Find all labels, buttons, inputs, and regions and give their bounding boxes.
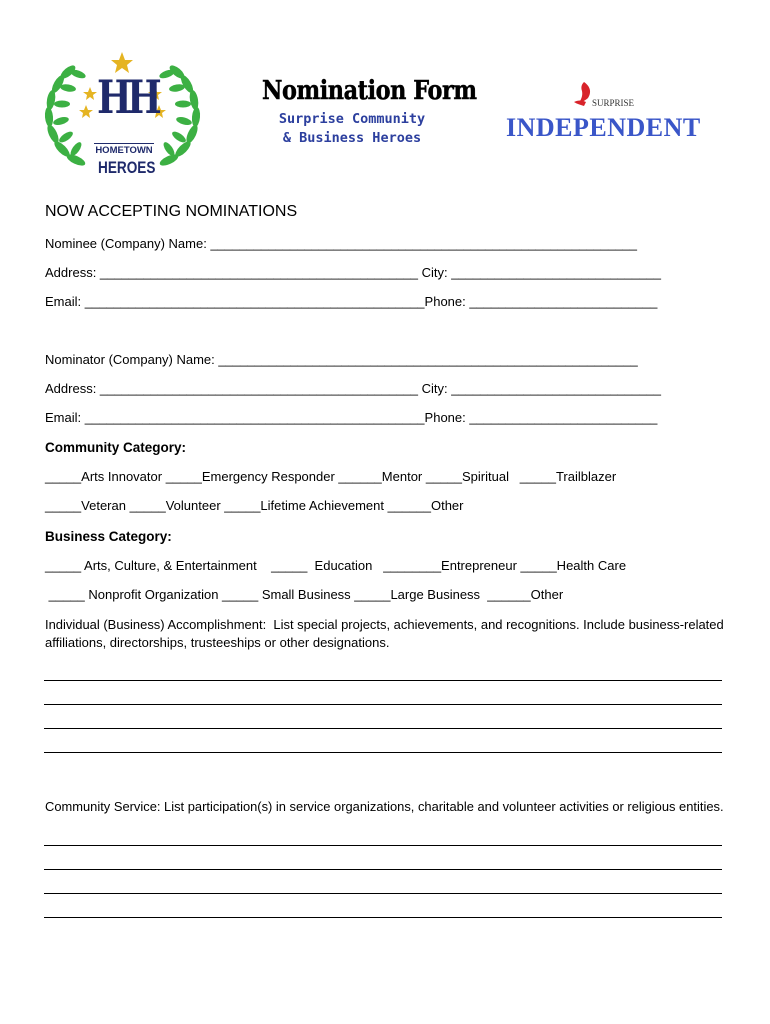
accomplishment-prompt-line2: affiliations, directorships, trusteeships or other designations. xyxy=(45,635,390,650)
section-heading: NOW ACCEPTING NOMINATIONS xyxy=(45,203,298,220)
nominee-address-field[interactable]: Address: ____________________________________________ City: _____________________________ xyxy=(45,265,661,280)
accomplishment-answer-line[interactable] xyxy=(44,752,722,753)
community-service-answer-line[interactable] xyxy=(44,893,722,894)
community-service-prompt: Community Service: List participation(s) in service organizations, charitable and volunteer activities or religious entities. xyxy=(45,799,724,814)
hometown-banner: HOMETOWN xyxy=(95,145,153,156)
community-category-options-1[interactable]: _____Arts Innovator _____Emergency Responder ______Mentor _____Spiritual _____Trailblazer xyxy=(45,469,617,484)
nominee-name-field[interactable]: Nominee (Company) Name: ___________________________________________________________ xyxy=(45,236,638,251)
business-category-label: Business Category: xyxy=(45,529,172,544)
page-title: Nomination Form xyxy=(262,76,477,106)
community-service-answer-line[interactable] xyxy=(44,845,722,846)
community-category-label: Community Category: xyxy=(45,440,187,455)
community-service-answer-line[interactable] xyxy=(44,917,722,918)
accomplishment-prompt-line1: Individual (Business) Accomplishment: List special projects, achievements, and recognitions. Include business-related xyxy=(45,617,724,632)
hometown-heroes-logo xyxy=(40,50,205,185)
community-category-options-2[interactable]: _____Veteran _____Volunteer _____Lifetime Achievement ______Other xyxy=(45,498,464,513)
nominator-name-field[interactable]: Nominator (Company) Name: __________________________________________________________ xyxy=(45,352,638,367)
community-service-answer-line[interactable] xyxy=(44,869,722,870)
accomplishment-answer-line[interactable] xyxy=(44,728,722,729)
nominator-address-field[interactable]: Address: ____________________________________________ City: _____________________________ xyxy=(45,381,661,396)
business-category-options-2[interactable]: _____ Nonprofit Organization _____ Small Business _____Large Business ______Other xyxy=(45,587,564,602)
accomplishment-answer-line[interactable] xyxy=(44,704,722,705)
business-category-options-1[interactable]: _____ Arts, Culture, & Entertainment _____ Education ________Entrepreneur _____Health Care xyxy=(45,558,627,573)
independent-wordmark: INDEPENDENT xyxy=(506,113,701,142)
heroes-text: HEROES xyxy=(98,158,156,177)
subtitle-line2: & Business Heroes xyxy=(282,130,422,146)
bird-logo-icon xyxy=(572,80,594,110)
nominator-email-field[interactable]: Email: _______________________________________________Phone: __________________________ xyxy=(45,410,658,425)
nominee-email-field[interactable]: Email: _______________________________________________Phone: __________________________ xyxy=(45,294,658,309)
accomplishment-answer-line[interactable] xyxy=(44,680,722,681)
surprise-small-text: SURPRISE xyxy=(592,98,635,108)
hh-monogram: HH xyxy=(97,70,157,124)
subtitle-line1: Surprise Community xyxy=(278,111,426,127)
